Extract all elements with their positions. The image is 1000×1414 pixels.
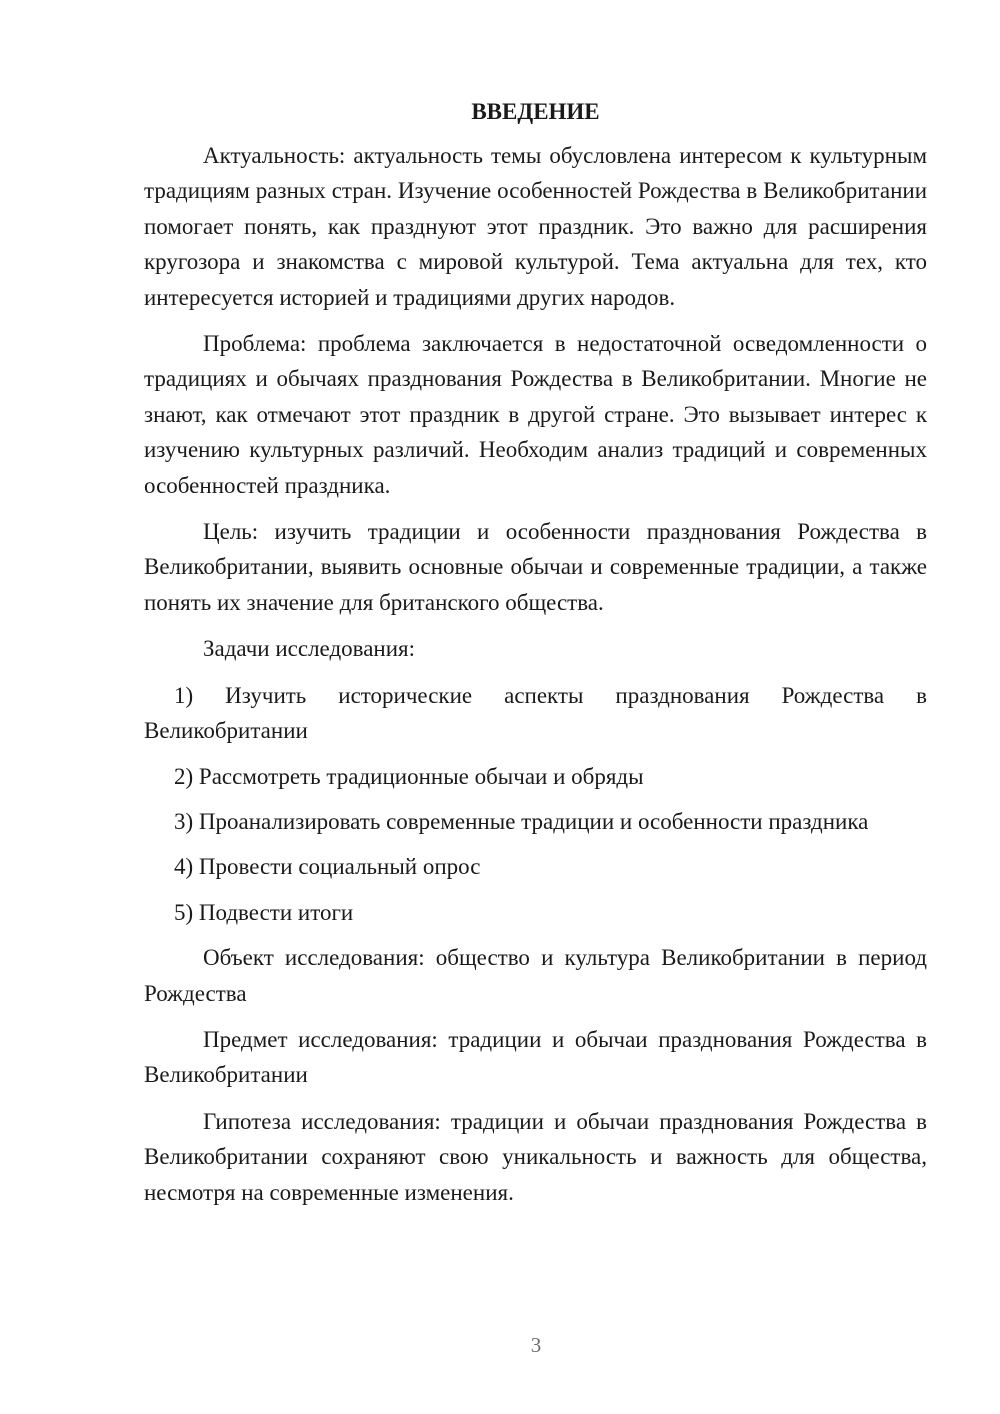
paragraph-object: Объект исследования: общество и культура Великобритании в период Рождества (144, 945, 927, 1006)
document-body (144, 94, 927, 1221)
paragraph-goal: Цель: изучить традиции и особенности празднования Рождества в Великобритании, выявить основные обычаи и современные традиции, а также понять их значение для британского общества. (144, 519, 927, 615)
task-item-1: 1) Изучить исторические аспекты празднования Рождества в Великобритании (144, 682, 927, 744)
tasks-heading: Задачи исследования: (203, 636, 416, 662)
paragraph-relevance: Актуальность: актуальность темы обусловлена интересом к культурным традициям разных стран. Изучение особенностей Рождества в Великобритании помогает понять, как празднуют этот праздник. Это важно для расширения кругозора и знакомства с мировой культурой. Тема актуальна для тех, кто интересуется историей и традициями других народов. (144, 143, 927, 310)
task-item-5: 5) Подвести итоги (174, 899, 354, 925)
task-item-2: 2) Рассмотреть традиционные обычаи и обряды (174, 763, 644, 789)
paragraph-hypothesis: Гипотеза исследования: традиции и обычаи празднования Рождества в Великобритании сохраняют свою уникальность и важность для общества, несмотря на современные изменения. (144, 1108, 927, 1205)
task-item-4: 4) Провести социальный опрос (174, 854, 481, 880)
paragraph-subject: Предмет исследования: традиции и обычаи празднования Рождества в Великобритании (144, 1026, 927, 1088)
page-number: 3 (530, 1333, 542, 1357)
paragraph-problem: Проблема: проблема заключается в недостаточной осведомленности о традициях и обычаях празднования Рождества в Великобритании. Многие не знают, как отмечают этот праздник в другой стране. Это вызывает интерес к изучению культурных различий. Необходим анализ традиций и современных особенностей праздника. (144, 331, 927, 498)
section-title: ВВЕДЕНИЕ (471, 99, 600, 124)
task-item-3: 3) Проанализировать современные традиции и особенности праздника (174, 808, 869, 834)
